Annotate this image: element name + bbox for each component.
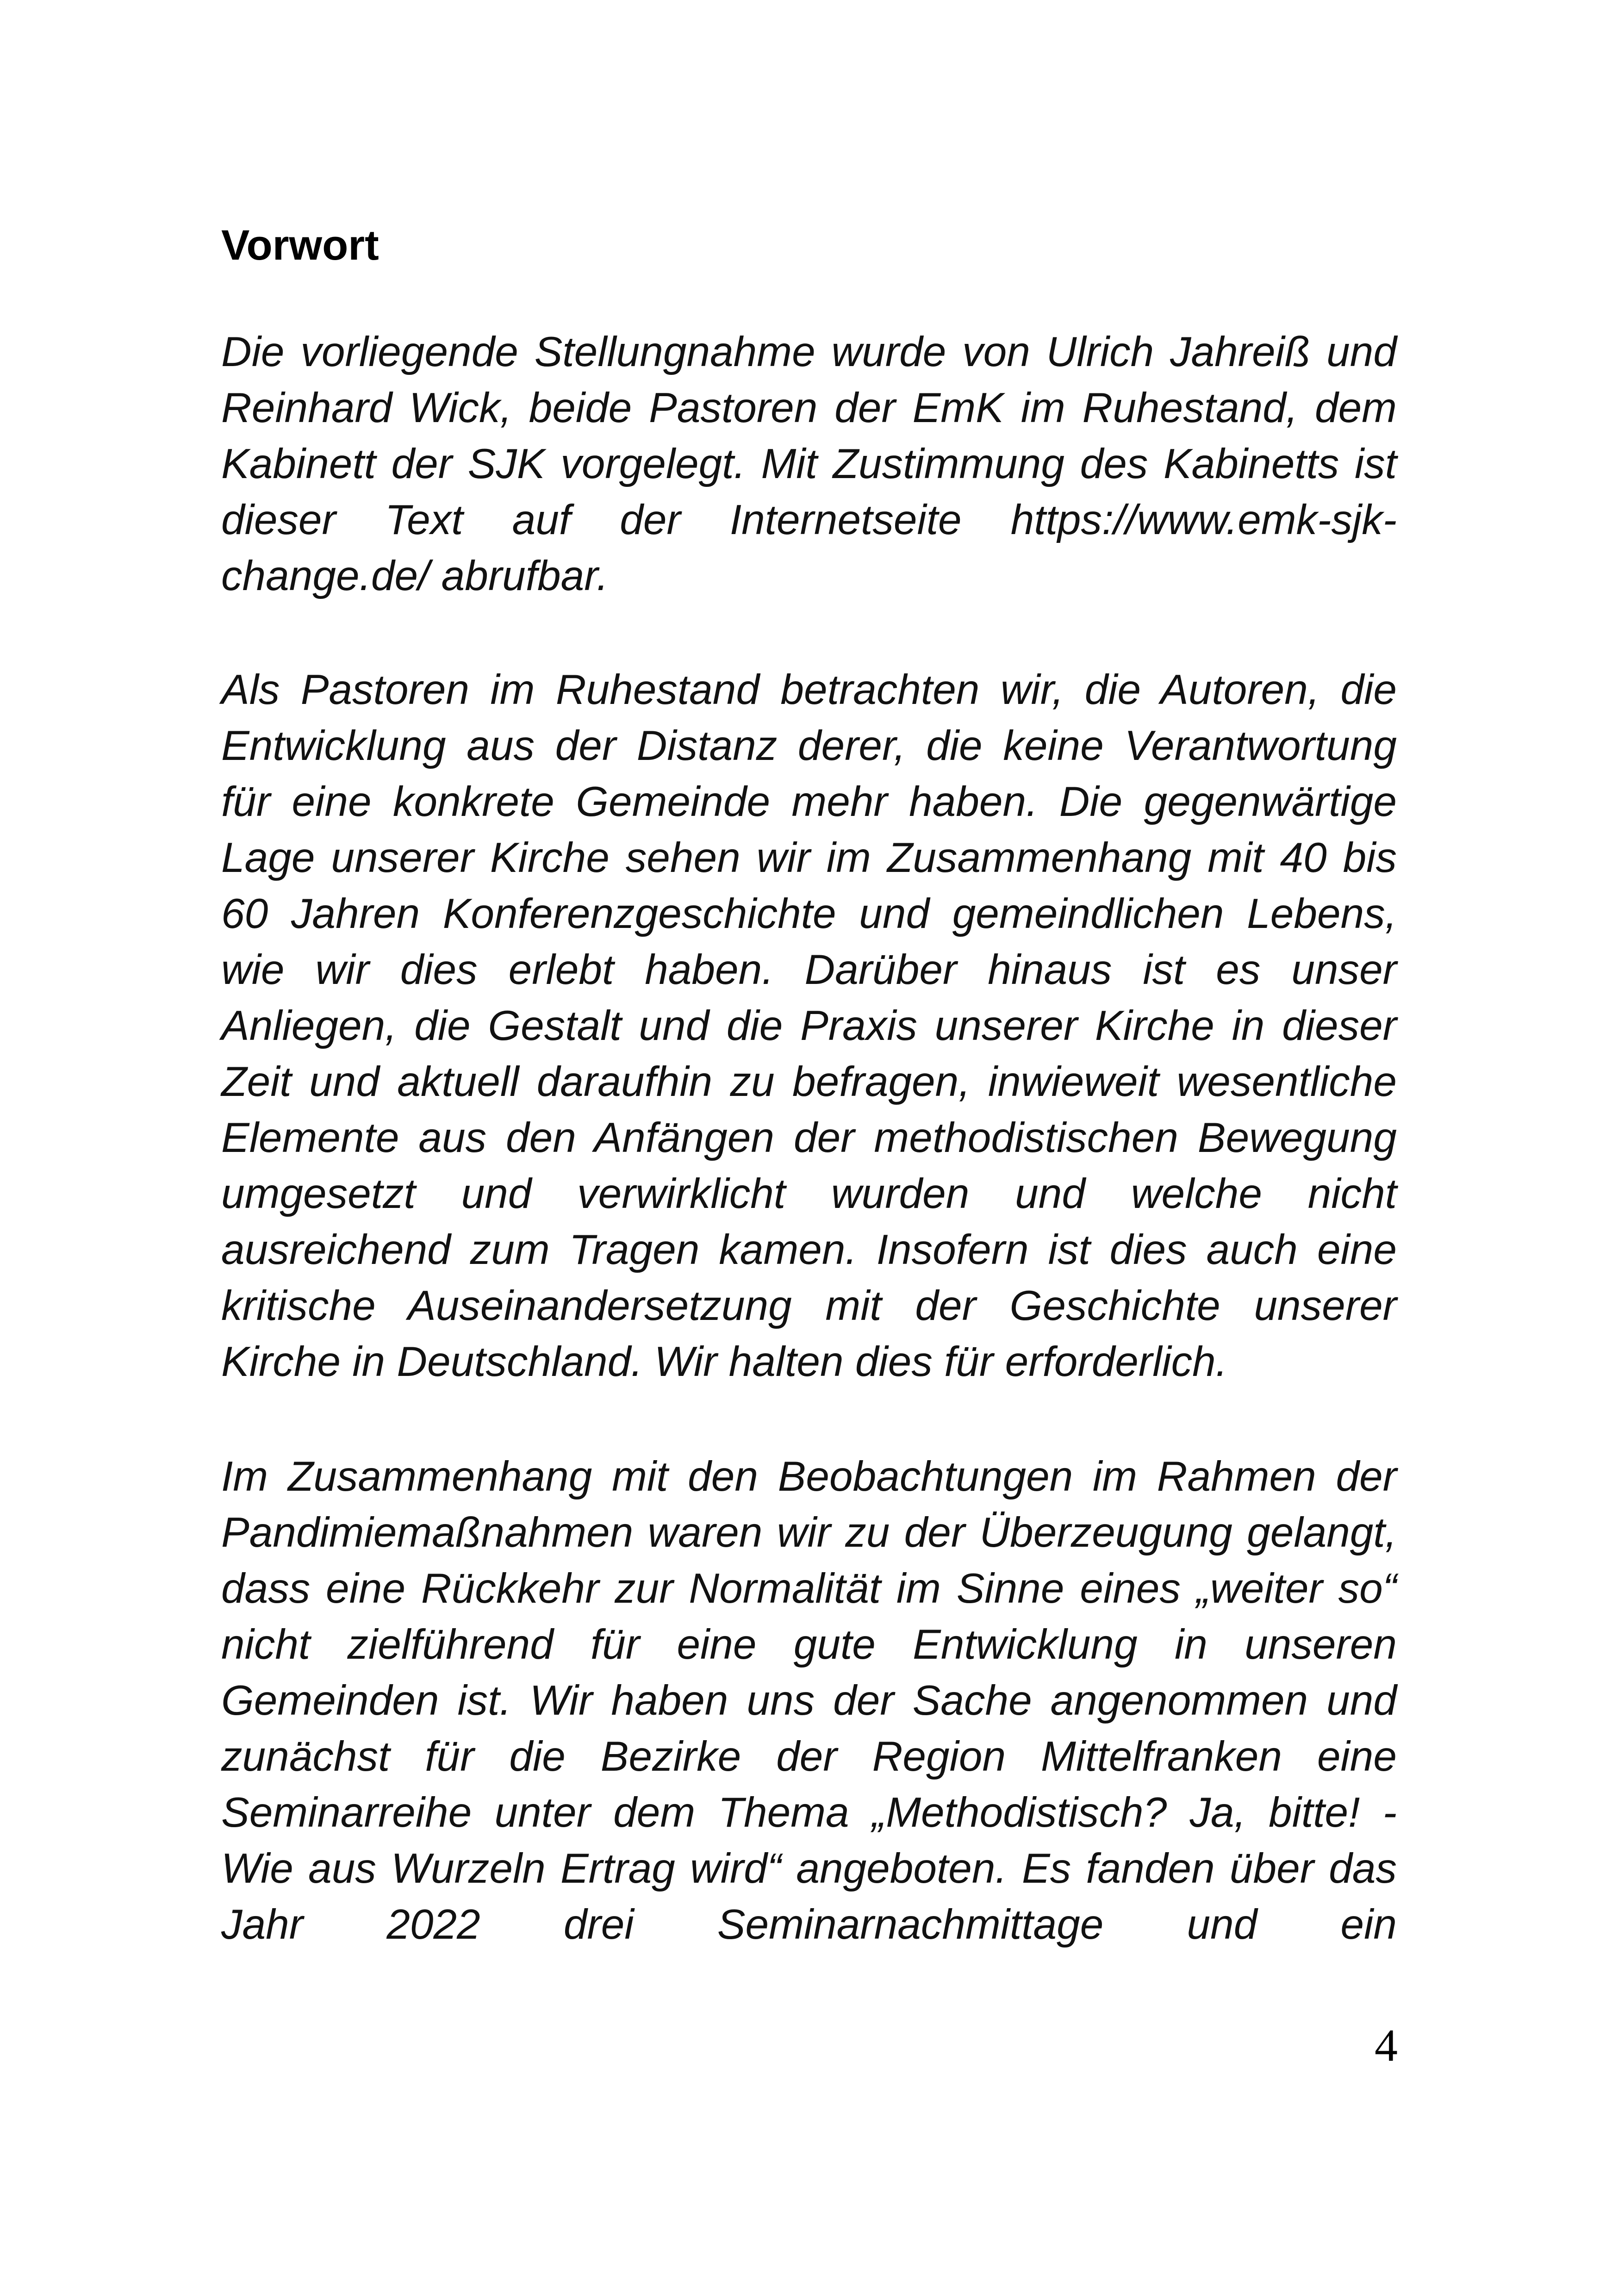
text-line: Kirche in Deutschland. Wir halten dies für erforderlich. [221, 1338, 1228, 1385]
paragraph-2 [221, 662, 1397, 1390]
paragraph-1 [221, 324, 1397, 604]
text-line: Entwicklung aus der Distanz derer, die keine Verantwortung [221, 722, 1397, 769]
text-line: Zeit und aktuell daraufhin zu befragen, inwieweit wesentliche [221, 1058, 1397, 1105]
text-line: für eine konkrete Gemeinde mehr haben. Die gegenwärtige [221, 778, 1397, 825]
text-line: Im Zusammenhang mit den Beobachtungen im Rahmen der [221, 1453, 1397, 1500]
text-line: Wie aus Wurzeln Ertrag wird“ angeboten. Es fanden über das [221, 1845, 1397, 1892]
text-line: Reinhard Wick, beide Pastoren der EmK im Ruhestand, dem [221, 385, 1397, 431]
text-line: dieser Text auf der Internetseite https://www.emk-sjk- [221, 497, 1397, 543]
text-line: umgesetzt und verwirklicht wurden und welche nicht [221, 1170, 1397, 1217]
text-line: ausreichend zum Tragen kamen. Insofern ist dies auch eine [221, 1226, 1397, 1273]
text-line: kritische Auseinandersetzung mit der Geschichte unserer [221, 1282, 1397, 1329]
text-line: wie wir dies erlebt haben. Darüber hinaus ist es unser [221, 946, 1397, 993]
section-heading: Vorwort [221, 222, 379, 269]
text-line: Lage unserer Kirche sehen wir im Zusammenhang mit 40 bis [221, 834, 1397, 881]
text-line: 60 Jahren Konferenzgeschichte und gemeindlichen Lebens, [221, 890, 1397, 937]
text-line: zunächst für die Bezirke der Region Mittelfranken eine [221, 1733, 1397, 1780]
text-line: Gemeinden ist. Wir haben uns der Sache angenommen und [221, 1677, 1397, 1724]
text-line: Anliegen, die Gestalt und die Praxis unserer Kirche in dieser [221, 1002, 1397, 1049]
text-line: Pandimiemaßnahmen waren wir zu der Überzeugung gelangt, [221, 1509, 1397, 1556]
text-line: change.de/ abrufbar. [221, 553, 609, 599]
text-line: nicht zielführend für eine gute Entwicklung in unseren [221, 1621, 1397, 1668]
text-line: Kabinett der SJK vorgelegt. Mit Zustimmung des Kabinetts ist [221, 441, 1397, 487]
text-line: Seminarreihe unter dem Thema „Methodistisch? Ja, bitte! - [221, 1789, 1397, 1836]
text-line: dass eine Rückkehr zur Normalität im Sinne eines „weiter so“ [221, 1565, 1397, 1612]
text-line: Jahr 2022 drei Seminarnachmittage und ein [221, 1901, 1397, 1948]
paragraph-3 [221, 1449, 1397, 1953]
text-line: Elemente aus den Anfängen der methodistischen Bewegung [221, 1114, 1397, 1161]
page-number: 4 [1375, 2020, 1398, 2071]
text-line: Die vorliegende Stellungnahme wurde von Ulrich Jahreiß und [221, 329, 1397, 375]
text-line: Als Pastoren im Ruhestand betrachten wir, die Autoren, die [221, 666, 1397, 713]
